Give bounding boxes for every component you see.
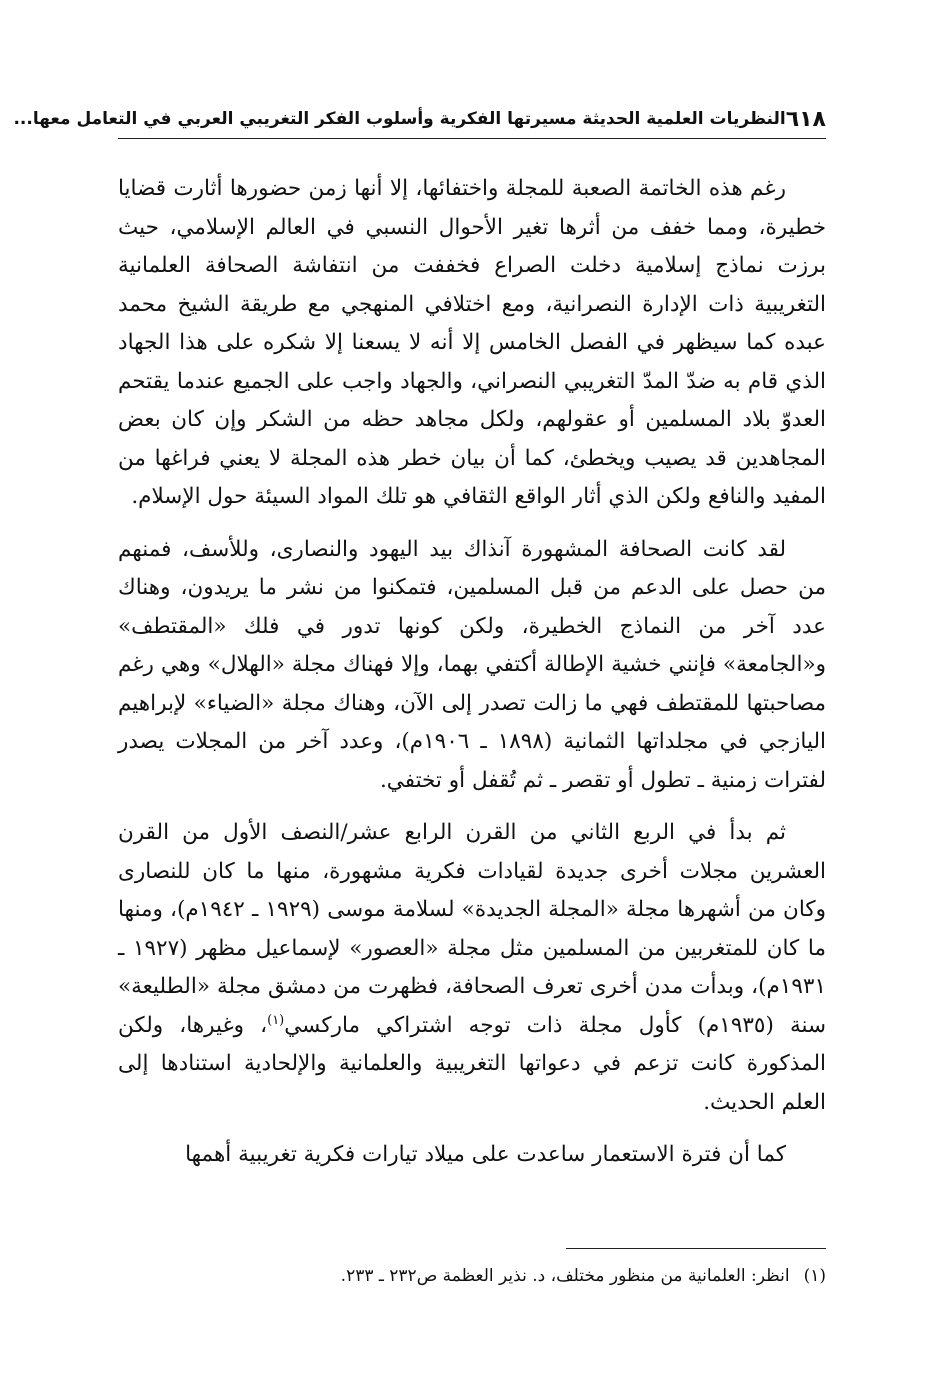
main-text — [118, 170, 826, 1189]
footnote-number: (١) — [803, 1266, 826, 1286]
footnote-divider — [566, 1248, 826, 1249]
footnote-text: انظر: العلمانية من منظور مختلف، د. نذير العظمة ص٢٣٢ ـ ٢٣٣. — [340, 1266, 790, 1286]
running-header — [13, 100, 826, 139]
paragraph: رغم هذه الخاتمة الصعبة للمجلة واختفائها، إلا أنها زمن حضورها أثارت قضايا خطيرة، ومما خفف من أثرها تغير الأحوال النسبي في العالم الإسلامي، حيث برزت نماذج إسلامية دخلت الصراع فخففت من انتفاشة الصحافة العلمانية التغريبية ذات الإدارة النصرانية، ومع اختلافي المنهجي مع طريقة الشيخ محمد عبده كما سيظهر في الفصل الخامس إلا أنه لا يسعنا إلا شكره على هذا الجهاد الذي قام به ضدّ المدّ التغريبي النصراني، والجهاد واجب على الجميع عندما يقتحم العدوّ بلاد المسلمين أو عقولهم، ولكل مجاهد حظه من الشكر وإن كان بعض المجاهدين قد يصيب ويخطئ، كما أن بيان خطر هذه المجلة لا يعني فراغها من المفيد والنافع ولكن الذي أثار الواقع الثقافي هو تلك المواد السيئة حول الإسلام. — [118, 176, 826, 509]
paragraph-text: ثم بدأ في الربع الثاني من القرن الرابع عشر/النصف الأول من القرن العشرين مجلات أخرى جديدة لقيادات فكرية مشهورة، منها ما كان للنصارى وكان من أشهرها مجلة «المجلة الجديدة» لسلامة موسى (١٩٢٩ ـ ١٩٤٢م)، ومنها ما كان للمتغربين من المسلمين مثل مجلة «العصور» لإسماعيل مظهر (١٩٢٧ ـ ١٩٣١م)، وبدأت مدن أخرى تعرف الصحافة، فظهرت من دمشق مجلة «الطليعة» سنة (١٩٣٥م) كأول مجلة ذات توجه اشتراكي ماركسي — [118, 820, 826, 1038]
running-title: النظريات العلمية الحديثة مسيرتها الفكرية وأسلوب الفكر التغريبي العربي في التعامل معها... — [13, 109, 786, 129]
paragraph — [118, 814, 826, 1122]
paragraph: لقد كانت الصحافة المشهورة آنذاك بيد اليهود والنصارى، وللأسف، فمنهم من حصل على الدعم من قبل المسلمين، فتمكنوا من نشر ما يريدون، وهناك عدد آخر من النماذج الخطيرة، ولكن كونها تدور في فلك «المقتطف» و«الجامعة» فإنني خشية الإطالة أكتفي بهما، وإلا فهناك مجلة «الهلال» وهي رغم مصاحبتها للمقتطف فهي ما زالت تصدر إلى الآن، وهناك مجلة «الضياء» لإبراهيم اليازجي في مجلداتها الثمانية (١٨٩٨ ـ ١٩٠٦م)، وعدد آخر من المجلات يصدر لفترات زمنية ـ تطول أو تقصر ـ ثم تُقفل أو تختفي. — [118, 536, 826, 793]
footnote — [118, 1262, 826, 1290]
page-number: ٦١٨ — [785, 106, 826, 132]
footnote-reference: (١) — [267, 1012, 285, 1028]
paragraph: كما أن فترة الاستعمار ساعدت على ميلاد تيارات فكرية تغريبية أهمها — [185, 1142, 786, 1167]
paragraph-text: ، وغيرها، ولكن المذكورة كانت تزعم في دعواتها التغريبية والعلمانية والإلحادية استنادها إلى العلم الحديث. — [118, 1012, 826, 1115]
